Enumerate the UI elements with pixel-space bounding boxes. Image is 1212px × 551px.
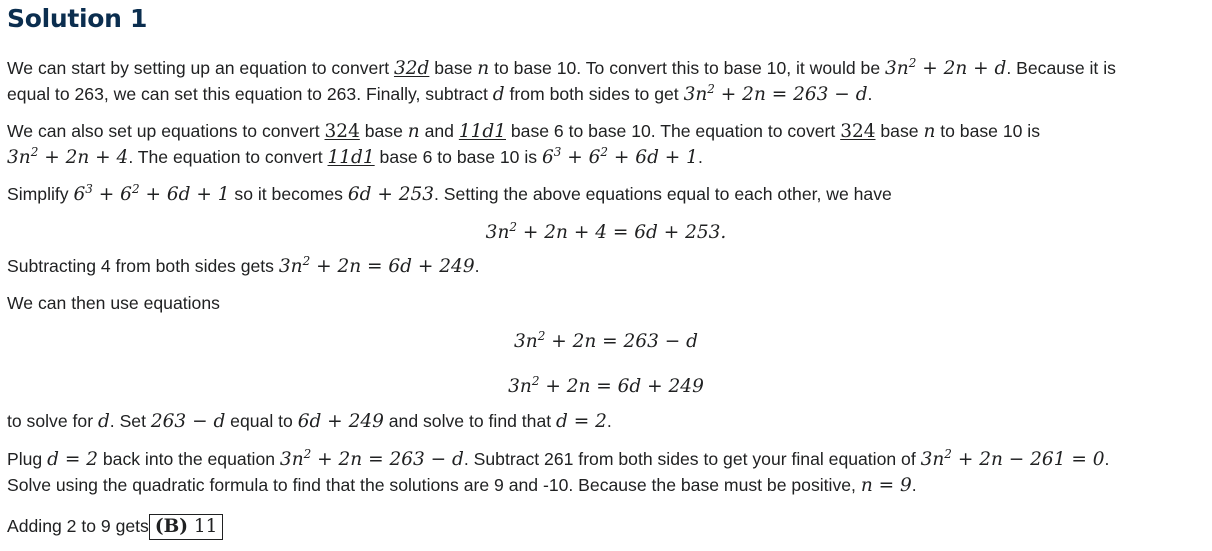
text: . Setting the above equations equal to each other, we have	[434, 184, 892, 204]
text: equal to 263, we can set this equation to 263. Finally, subtract	[7, 84, 493, 104]
display-equation-2: $3n^2 + 2n = 263 - d$	[514, 329, 698, 352]
text: Simplify	[7, 184, 74, 204]
text: Solve using the quadratic formula to find that the solutions are 9 and -10. Because the base must be positive,	[7, 475, 861, 495]
math-expression: $6^3 + 6^2 + 6d + 1$	[541, 145, 698, 168]
text: base 6 to base 10. The equation to covert	[506, 121, 841, 141]
text: Subtracting 4 from both sides gets	[7, 256, 279, 276]
math-32d: 32d	[393, 58, 430, 79]
math-expression: $3n^2 + 2n + 4$	[7, 145, 129, 168]
paragraph-7-line-2	[7, 472, 917, 499]
final-answer-box: (B) 11	[149, 514, 224, 540]
math-expression: $3n^2 + 2n - 261 = 0$	[920, 447, 1105, 470]
math-expression: $3n^2 + 2n + d$	[885, 56, 1007, 79]
text: .	[911, 475, 917, 495]
text: .	[474, 256, 480, 276]
text: back into the equation	[97, 449, 280, 469]
text: to base 10 is	[935, 121, 1041, 141]
math-expression: 263 − d	[150, 411, 226, 432]
text: Adding 2 to 9 gets	[7, 516, 149, 536]
math-expression: $6^3 + 6^2 + 6d + 1$	[73, 182, 230, 205]
text: from both sides to get	[504, 84, 684, 104]
text: . The equation to convert	[128, 147, 328, 167]
text: and solve to find that	[383, 411, 557, 431]
text: .	[1104, 449, 1110, 469]
section-heading: Solution 1	[7, 4, 148, 33]
math-d: d	[492, 84, 505, 105]
paragraph-4	[7, 253, 480, 280]
paragraph-6	[7, 408, 612, 435]
text: We can then use equations	[7, 293, 220, 313]
text: .	[697, 147, 703, 167]
paragraph-1-line-2	[7, 81, 872, 108]
paragraph-2-line-1	[7, 118, 1040, 145]
math-324: 324	[840, 121, 876, 142]
text: base	[359, 121, 408, 141]
text: We can start by setting up an equation to convert	[7, 58, 394, 78]
math-expression: $3n^2 + 2n = 6d + 249$	[278, 254, 475, 277]
math-expression: $3n^2 + 2n = 263 - d$	[279, 447, 464, 470]
text: to base 10. To convert this to base 10, it would be	[489, 58, 885, 78]
display-equation-1: $3n^2 + 2n + 4 = 6d + 253$.	[485, 220, 727, 243]
math-expression: 6d + 249	[297, 411, 384, 432]
math-11d1: 11d1	[458, 121, 506, 142]
text: . Because it is	[1006, 58, 1116, 78]
math-n: n	[477, 58, 490, 79]
text: and	[419, 121, 459, 141]
math-expression: $3n^2 + 2n = 263 - d$	[683, 82, 868, 105]
text: Plug	[7, 449, 48, 469]
paragraph-2-line-2	[7, 144, 703, 171]
math-expression: d = 2	[47, 449, 98, 470]
paragraph-3	[7, 181, 892, 208]
text: base	[875, 121, 924, 141]
text: We can also set up equations to convert	[7, 121, 325, 141]
math-11d1: 11d1	[327, 147, 375, 168]
math-expression: d = 2	[556, 411, 607, 432]
math-n: n	[923, 121, 936, 142]
paragraph-5	[7, 290, 220, 316]
paragraph-8	[7, 513, 223, 540]
text: .	[867, 84, 873, 104]
text: base 6 to base 10 is	[374, 147, 542, 167]
math-d: d	[97, 411, 110, 432]
math-expression: 6d + 253	[347, 184, 435, 205]
paragraph-1-line-1	[7, 55, 1116, 82]
math-324: 324	[324, 121, 360, 142]
display-equation-3: $3n^2 + 2n = 6d + 249$	[508, 374, 704, 397]
text: equal to	[225, 411, 298, 431]
text: to solve for	[7, 411, 98, 431]
text: . Subtract 261 from both sides to get your final equation of	[463, 449, 921, 469]
math-expression: n = 9	[860, 475, 912, 496]
text: base	[429, 58, 478, 78]
paragraph-7-line-1	[7, 446, 1109, 473]
text: so it becomes	[229, 184, 348, 204]
text: .	[606, 411, 612, 431]
text: . Set	[109, 411, 151, 431]
math-n: n	[407, 121, 420, 142]
